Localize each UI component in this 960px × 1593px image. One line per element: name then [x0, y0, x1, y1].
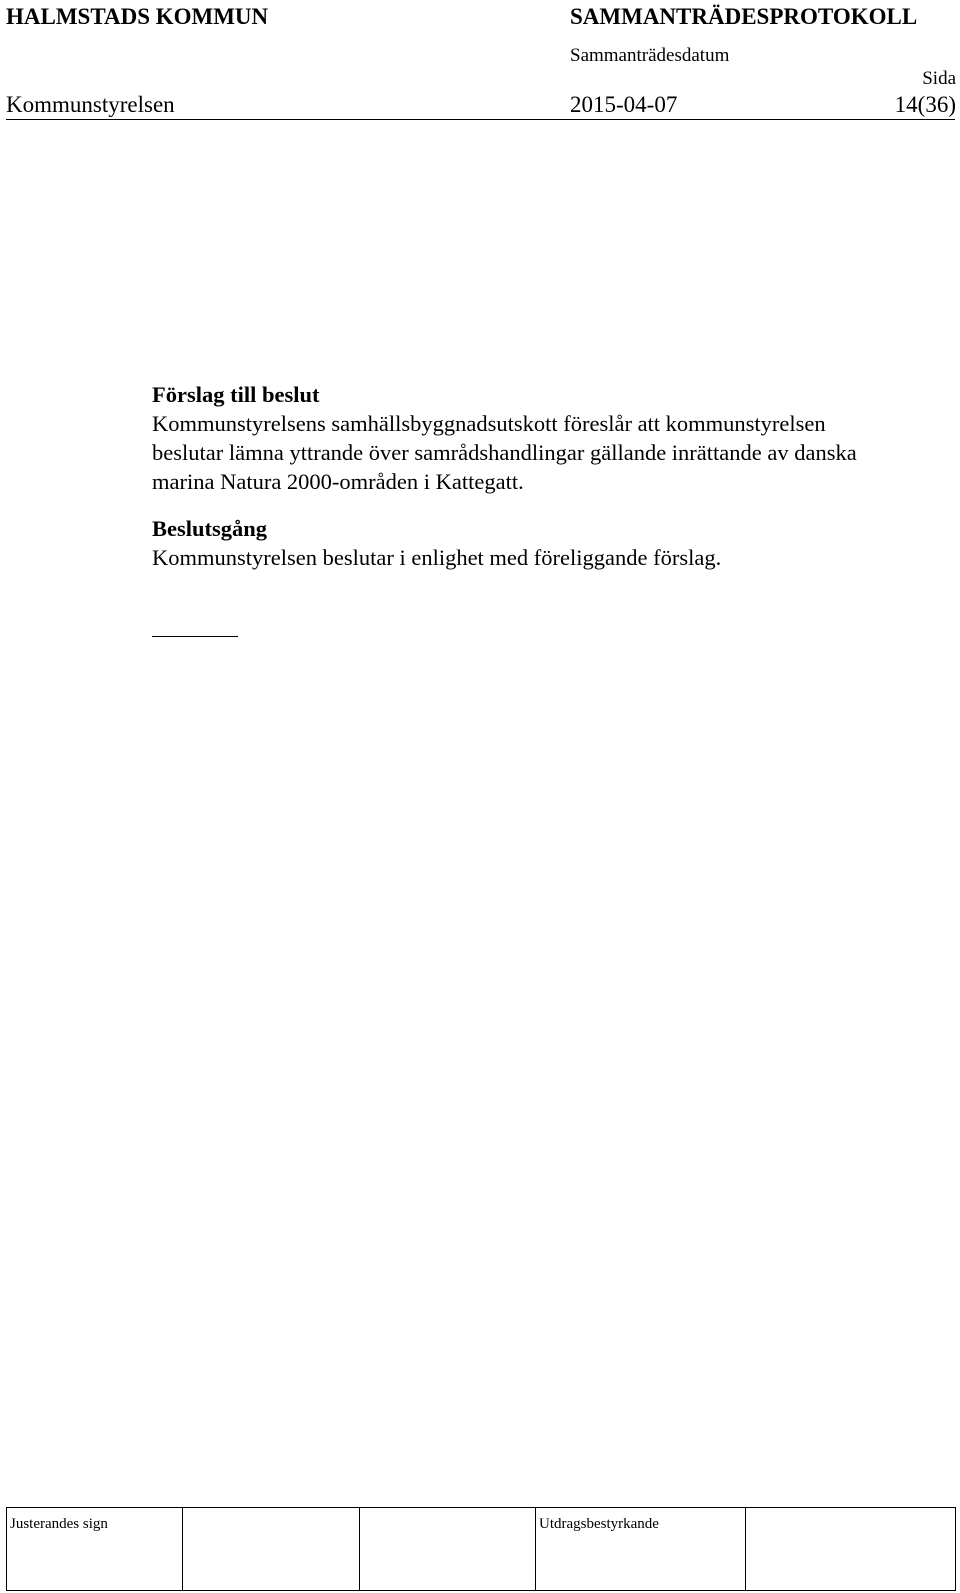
page-number: 14(36): [894, 92, 956, 117]
signature-cell-label: Justerandes sign: [10, 1516, 108, 1532]
proposal-line: Kommunstyrelsens samhällsbyggnadsutskott föreslår att kommunstyrelsen: [152, 411, 826, 436]
decision-heading: Beslutsgång: [152, 516, 268, 541]
header-divider: [6, 119, 955, 120]
section-end-divider: [152, 636, 238, 637]
signature-cell-justerandes-sign: [7, 1508, 183, 1591]
page-label: Sida: [922, 68, 956, 89]
signature-cell: [183, 1508, 360, 1591]
document-type: SAMMANTRÄDESPROTOKOLL: [570, 4, 918, 29]
signature-cell-label: Utdragsbestyrkande: [539, 1516, 659, 1532]
decision-text: Kommunstyrelsen beslutar i enlighet med föreliggande förslag.: [152, 545, 722, 570]
proposal-line: marina Natura 2000-områden i Kattegatt.: [152, 469, 524, 494]
proposal-heading: Förslag till beslut: [152, 382, 320, 407]
signature-cell-utdragsbestyrkande: [536, 1508, 746, 1591]
body-name: Kommunstyrelsen: [6, 92, 175, 117]
meeting-date-label: Sammanträdesdatum: [570, 45, 730, 66]
signature-cell: [360, 1508, 536, 1591]
meeting-date: 2015-04-07: [570, 92, 678, 117]
organization-name: HALMSTADS KOMMUN: [6, 4, 269, 29]
minutes-section: [152, 380, 952, 572]
proposal-line: beslutar lämna yttrande över samrådshandlingar gällande inrättande av danska: [152, 440, 857, 465]
signature-cell: [746, 1508, 956, 1591]
signature-table: [6, 1507, 956, 1591]
